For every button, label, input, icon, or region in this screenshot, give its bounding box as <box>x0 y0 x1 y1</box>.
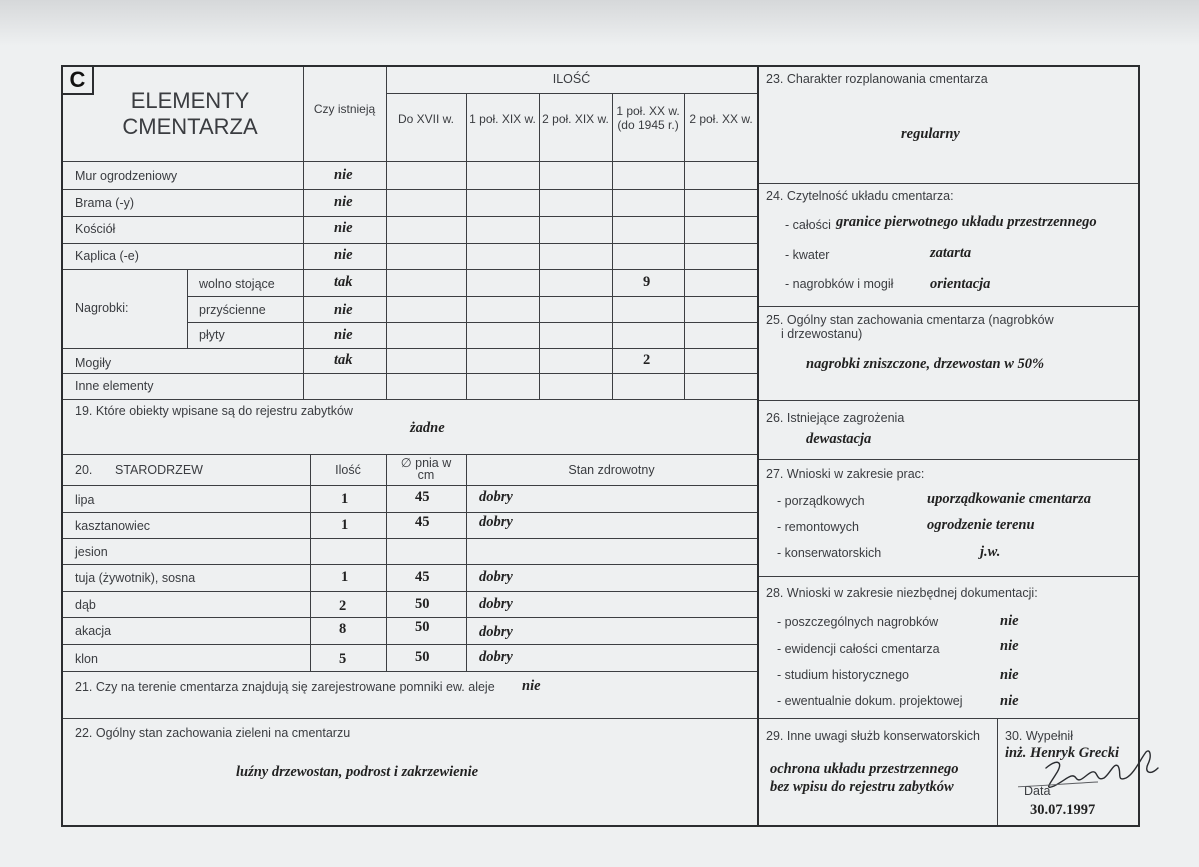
q21-label: 21. Czy na terenie cmentarza znajdują się zarejestrowane pomniki ew. aleje <box>75 680 495 694</box>
line-q24-bottom <box>759 306 1138 307</box>
line-row-3 <box>63 243 757 244</box>
period-header-1: Do XVII w. <box>397 112 455 126</box>
divider-main <box>757 67 759 825</box>
tree-col-health: Stan zdrowotny <box>568 463 655 477</box>
line-row-5 <box>187 296 757 297</box>
line-row-8 <box>63 373 757 374</box>
q25-label-cont: i drzewostanu) <box>781 327 863 341</box>
line-quantity-header <box>386 93 757 94</box>
line-header-bottom <box>63 161 757 162</box>
line-row-7 <box>63 348 757 349</box>
q28-label: 28. Wnioski w zakresie niezbędnej dokumentacji: <box>766 586 1038 600</box>
period-header-3: 2 poł. XIX w. <box>542 112 609 126</box>
row-exists: nie <box>334 167 353 183</box>
tree-name: kasztanowiec <box>75 519 151 533</box>
line-q23-bottom <box>759 183 1138 184</box>
q30-label: 30. Wypełnił <box>1005 729 1073 743</box>
row-exists: nie <box>334 302 353 318</box>
divider-period-3 <box>612 93 613 399</box>
row-exists: nie <box>334 247 353 263</box>
q27-item-answer: uporządkowanie cmentarza <box>927 491 1091 507</box>
q20-label: STARODRZEW <box>115 463 203 477</box>
q24-item-label: - kwater <box>785 248 830 262</box>
divider-tree-health-left <box>466 454 467 671</box>
tree-name: jesion <box>75 545 108 559</box>
q29-answer-line-1: ochrona układu przestrzennego <box>770 761 959 777</box>
line-row-2 <box>63 216 757 217</box>
q30-date-label: Data <box>1024 784 1051 798</box>
line-tree-2 <box>63 538 757 539</box>
q27-item-answer: ogrodzenie terenu <box>927 517 1035 533</box>
q24-item-label: - nagrobków i mogił <box>785 277 894 291</box>
signature-stroke <box>1046 751 1158 787</box>
q25-label: 25. Ogólny stan zachowania cmentarza (nagrobków <box>766 313 1054 327</box>
row-label: wolno stojące <box>199 277 275 291</box>
line-tree-header <box>63 485 757 486</box>
line-q21-bottom <box>63 718 757 719</box>
tree-diameter: 45 <box>415 489 430 505</box>
q27-item-label: - remontowych <box>777 520 859 534</box>
tree-name: lipa <box>75 493 95 507</box>
divider-tree-count-left <box>310 454 311 671</box>
divider-tree-diam-left <box>386 454 387 671</box>
tree-name: akacja <box>75 624 112 638</box>
tree-col-count: Ilość <box>335 463 361 477</box>
divider-q29-q30 <box>997 718 998 825</box>
q24-item-answer: granice pierwotnego układu przestrzennego <box>836 214 1097 230</box>
q27-item-label: - konserwatorskich <box>777 546 882 560</box>
row-exists: nie <box>334 220 353 236</box>
row-label: Mogiły <box>75 356 112 370</box>
q22-label: 22. Ogólny stan zachowania zieleni na cmentarzu <box>75 726 351 740</box>
q30-name: inż. Henryk Grecki <box>1005 745 1119 761</box>
elements-title: ELEMENTY CMENTARZA <box>122 88 258 139</box>
line-tree-1 <box>63 512 757 513</box>
line-q28-bottom <box>759 718 1138 719</box>
row-exists: nie <box>334 194 353 210</box>
row-exists: nie <box>334 327 353 343</box>
period-header-4: 1 poł. XX w. (do 1945 r.) <box>616 104 680 132</box>
q21-answer: nie <box>522 678 541 694</box>
scan-shadow <box>0 0 1199 46</box>
line-row-6 <box>187 322 757 323</box>
line-tree-bottom <box>63 671 757 672</box>
divider-period-2 <box>539 93 540 399</box>
q19-answer: żadne <box>410 420 445 436</box>
line-q19-bottom <box>63 454 757 455</box>
q29-answer-line-2: bez wpisu do rejestru zabytków <box>770 779 954 795</box>
line-tree-6 <box>63 644 757 645</box>
tree-diameter: 45 <box>415 569 430 585</box>
q30-date: 30.07.1997 <box>1030 802 1096 818</box>
q28-item-label: - poszczególnych nagrobków <box>777 615 939 629</box>
tree-health: dobry <box>479 569 513 585</box>
row-label: Inne elementy <box>75 379 154 393</box>
period-header-5: 2 poł. XX w. <box>689 112 753 126</box>
row-label: Mur ogrodzeniowy <box>75 169 178 183</box>
tree-name: dąb <box>75 598 96 612</box>
row-label: Brama (-y) <box>75 196 135 210</box>
q25-answer: nagrobki zniszczone, drzewostan w 50% <box>806 356 1045 372</box>
section-letter: C <box>63 67 94 95</box>
q26-answer: dewastacja <box>806 431 872 447</box>
tree-col-diameter: ∅ pnia w cm <box>400 456 452 482</box>
tree-name: klon <box>75 652 98 666</box>
row-label: Kościół <box>75 222 116 236</box>
tree-health: dobry <box>479 624 513 640</box>
q27-item-label: - porządkowych <box>777 494 865 508</box>
signature-underline <box>1018 782 1098 788</box>
row-label: płyty <box>199 328 225 342</box>
tree-diameter: 50 <box>415 596 430 612</box>
divider-exists-right <box>386 67 387 399</box>
signature-image <box>1018 738 1168 798</box>
q20-number: 20. <box>75 463 93 477</box>
period-header-2: 1 poł. XIX w. <box>469 112 536 126</box>
q28-item-label: - studium historycznego <box>777 668 910 682</box>
q23-label: 23. Charakter rozplanowania cmentarza <box>766 72 988 86</box>
q28-item-answer: nie <box>1000 638 1019 654</box>
divider-period-1 <box>466 93 467 399</box>
q19-label: 19. Które obiekty wpisane są do rejestru zabytków <box>75 404 353 418</box>
tree-count: 8 <box>339 621 347 637</box>
tree-count: 2 <box>339 598 347 614</box>
row-count: 2 <box>643 352 651 368</box>
form-frame <box>61 65 1140 827</box>
row-exists: tak <box>334 274 353 290</box>
line-tree-3 <box>63 564 757 565</box>
line-q25-bottom <box>759 400 1138 401</box>
q27-item-answer: j.w. <box>980 544 1001 560</box>
line-q26-bottom <box>759 459 1138 460</box>
q24-label: 24. Czytelność układu cmentarza: <box>766 189 954 203</box>
q28-item-answer: nie <box>1000 693 1019 709</box>
q24-item-answer: orientacja <box>930 276 991 292</box>
q27-label: 27. Wnioski w zakresie prac: <box>766 467 925 481</box>
col-exists-header: Czy istnieją <box>313 102 376 116</box>
q23-answer: regularny <box>901 126 960 142</box>
q22-answer: luźny drzewostan, podrost i zakrzewienie <box>236 764 479 780</box>
line-tree-5 <box>63 617 757 618</box>
divider-graves <box>187 269 188 348</box>
q28-item-label: - ewidencji całości cmentarza <box>777 642 940 656</box>
tree-count: 1 <box>341 517 349 533</box>
q29-label: 29. Inne uwagi służb konserwatorskich <box>766 729 981 743</box>
row-exists: tak <box>334 352 353 368</box>
tree-health: dobry <box>479 649 513 665</box>
line-elements-bottom <box>63 399 757 400</box>
tree-count: 1 <box>341 569 349 585</box>
tree-diameter: 50 <box>415 619 430 635</box>
tree-count: 1 <box>341 491 349 507</box>
line-row-1 <box>63 189 757 190</box>
tree-health: dobry <box>479 514 513 530</box>
graves-label: Nagrobki: <box>75 301 129 315</box>
row-label: przyścienne <box>199 303 266 317</box>
tree-health: dobry <box>479 489 513 505</box>
row-label: Kaplica (-e) <box>75 249 139 263</box>
row-count: 9 <box>643 274 651 290</box>
q28-item-answer: nie <box>1000 613 1019 629</box>
q26-label: 26. Istniejące zagrożenia <box>766 411 905 425</box>
tree-health: dobry <box>479 596 513 612</box>
divider-period-4 <box>684 93 685 399</box>
q28-item-label: - ewentualnie dokum. projektowej <box>777 694 963 708</box>
tree-diameter: 50 <box>415 649 430 665</box>
q24-item-label: - całości <box>785 218 831 232</box>
tree-name: tuja (żywotnik), sosna <box>75 571 196 585</box>
q24-item-answer: zatarta <box>930 245 972 261</box>
tree-diameter: 45 <box>415 514 430 530</box>
line-tree-4 <box>63 591 757 592</box>
tree-count: 5 <box>339 651 347 667</box>
line-row-4 <box>63 269 757 270</box>
line-q27-bottom <box>759 576 1138 577</box>
q28-item-answer: nie <box>1000 667 1019 683</box>
col-quantity-header: ILOŚĆ <box>552 72 591 86</box>
